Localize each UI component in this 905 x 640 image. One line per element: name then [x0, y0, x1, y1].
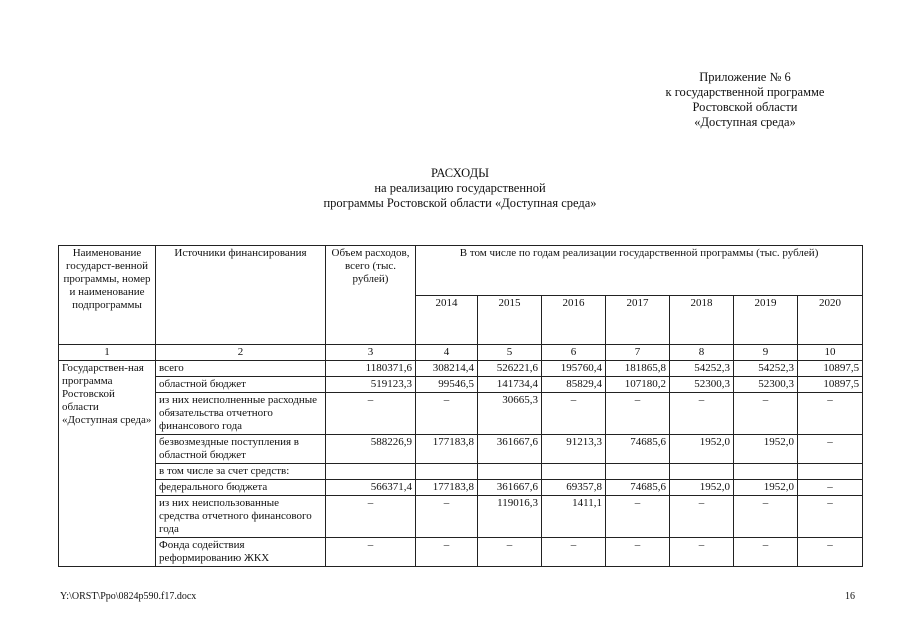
source-cell: в том числе за счет средств: — [156, 464, 326, 480]
year-cell: 1952,0 — [670, 435, 734, 464]
annex-line: «Доступная среда» — [694, 115, 796, 129]
year-cell: 74685,6 — [606, 435, 670, 464]
year-cell — [734, 464, 798, 480]
header-year: 2018 — [670, 295, 734, 345]
year-cell: 52300,3 — [670, 377, 734, 393]
year-cell: – — [734, 496, 798, 538]
total-cell: 1180371,6 — [326, 361, 416, 377]
year-cell: 1952,0 — [670, 480, 734, 496]
year-cell: – — [798, 393, 863, 435]
column-number: 6 — [542, 345, 606, 361]
total-cell: 519123,3 — [326, 377, 416, 393]
year-cell: 107180,2 — [606, 377, 670, 393]
total-cell: 566371,4 — [326, 480, 416, 496]
year-cell: – — [734, 393, 798, 435]
column-number: 3 — [326, 345, 416, 361]
year-cell — [606, 464, 670, 480]
year-cell: – — [606, 496, 670, 538]
year-cell: – — [670, 538, 734, 567]
year-cell: 1952,0 — [734, 435, 798, 464]
year-cell: 181865,8 — [606, 361, 670, 377]
year-cell: 54252,3 — [670, 361, 734, 377]
header-year: 2014 — [416, 295, 478, 345]
year-cell: – — [416, 393, 478, 435]
year-cell: 141734,4 — [478, 377, 542, 393]
annex-block — [600, 70, 890, 130]
year-cell: 54252,3 — [734, 361, 798, 377]
year-cell: 85829,4 — [542, 377, 606, 393]
year-cell: 52300,3 — [734, 377, 798, 393]
table-row — [59, 377, 863, 393]
year-cell: 177183,8 — [416, 480, 478, 496]
title-line: на реализацию государственной — [374, 181, 546, 195]
year-cell: – — [670, 496, 734, 538]
source-cell: из них неисполненные расходные обязательства отчетного финансового года — [156, 393, 326, 435]
title-line: РАСХОДЫ — [431, 166, 489, 180]
header-year: 2017 — [606, 295, 670, 345]
year-cell: – — [542, 538, 606, 567]
year-cell: – — [478, 538, 542, 567]
year-cell: 69357,8 — [542, 480, 606, 496]
table-row — [59, 538, 863, 567]
column-number: 8 — [670, 345, 734, 361]
source-cell: областной бюджет — [156, 377, 326, 393]
source-cell: из них неиспользованные средства отчетного финансового года — [156, 496, 326, 538]
source-cell: федерального бюджета — [156, 480, 326, 496]
column-number: 1 — [59, 345, 156, 361]
page-number: 16 — [845, 591, 855, 602]
table-row — [59, 435, 863, 464]
header-total: Объем расходов, всего (тыс. рублей) — [326, 246, 416, 345]
table-row — [59, 393, 863, 435]
annex-line: к государственной программе — [665, 85, 825, 99]
total-cell: 588226,9 — [326, 435, 416, 464]
table-row — [59, 496, 863, 538]
header-year: 2015 — [478, 295, 542, 345]
header-source: Источники финансирования — [156, 246, 326, 345]
source-cell: всего — [156, 361, 326, 377]
year-cell: 10897,5 — [798, 377, 863, 393]
year-cell: – — [798, 435, 863, 464]
year-cell — [798, 464, 863, 480]
year-cell — [478, 464, 542, 480]
document-title — [180, 166, 740, 211]
header-year: 2016 — [542, 295, 606, 345]
header-year: 2019 — [734, 295, 798, 345]
year-cell: 361667,6 — [478, 480, 542, 496]
column-number: 5 — [478, 345, 542, 361]
header-year: 2020 — [798, 295, 863, 345]
year-cell: 177183,8 — [416, 435, 478, 464]
year-cell: – — [670, 393, 734, 435]
year-cell: – — [416, 538, 478, 567]
year-cell: – — [798, 480, 863, 496]
year-cell: 30665,3 — [478, 393, 542, 435]
year-cell: 99546,5 — [416, 377, 478, 393]
total-cell: – — [326, 393, 416, 435]
program-name-cell: Государствен-ная программа Ростовской области «Доступная среда» — [59, 361, 156, 567]
source-cell: Фонда содействия реформированию ЖКХ — [156, 538, 326, 567]
column-number: 10 — [798, 345, 863, 361]
column-number: 2 — [156, 345, 326, 361]
column-number: 9 — [734, 345, 798, 361]
header-program-name: Наименование государст-венной программы, номер и наименование подпрограммы — [59, 246, 156, 345]
year-cell — [542, 464, 606, 480]
title-line: программы Ростовской области «Доступная среда» — [323, 196, 597, 210]
year-cell: 1411,1 — [542, 496, 606, 538]
year-cell: – — [798, 538, 863, 567]
column-numbers-row — [59, 345, 863, 361]
year-cell: 195760,4 — [542, 361, 606, 377]
year-cell — [670, 464, 734, 480]
column-number: 7 — [606, 345, 670, 361]
year-cell: – — [416, 496, 478, 538]
total-cell: – — [326, 496, 416, 538]
expenses-table — [58, 245, 863, 567]
year-cell: 91213,3 — [542, 435, 606, 464]
year-cell: – — [606, 393, 670, 435]
year-cell: 10897,5 — [798, 361, 863, 377]
column-number: 4 — [416, 345, 478, 361]
table-row — [59, 464, 863, 480]
year-cell: 74685,6 — [606, 480, 670, 496]
header-years-caption: В том числе по годам реализации государственной программы (тыс. рублей) — [416, 246, 863, 296]
year-cell: 526221,6 — [478, 361, 542, 377]
header-row — [59, 246, 863, 296]
year-cell: – — [542, 393, 606, 435]
year-cell: 308214,4 — [416, 361, 478, 377]
file-path: Y:\ORST\Ppo\0824p590.f17.docx — [60, 591, 197, 602]
year-cell: – — [798, 496, 863, 538]
annex-line: Приложение № 6 — [699, 70, 791, 84]
table-row — [59, 361, 863, 377]
year-cell: 1952,0 — [734, 480, 798, 496]
year-cell: 119016,3 — [478, 496, 542, 538]
total-cell — [326, 464, 416, 480]
annex-line: Ростовской области — [692, 100, 798, 114]
table-row — [59, 480, 863, 496]
year-cell — [416, 464, 478, 480]
year-cell: – — [606, 538, 670, 567]
year-cell: – — [734, 538, 798, 567]
total-cell: – — [326, 538, 416, 567]
year-cell: 361667,6 — [478, 435, 542, 464]
source-cell: безвозмездные поступления в областной бюджет — [156, 435, 326, 464]
